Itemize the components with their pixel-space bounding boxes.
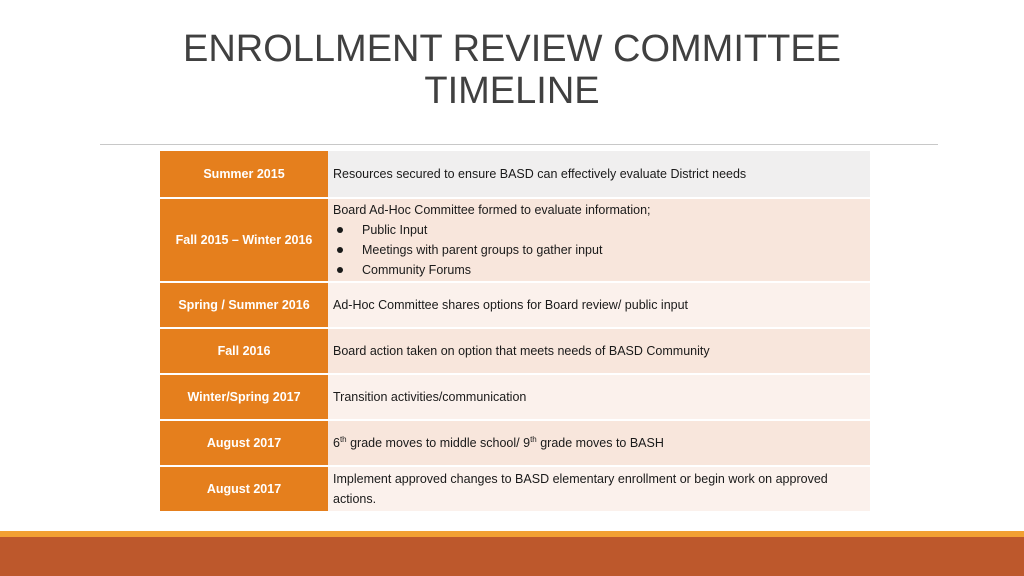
slide-title-line-2: TIMELINE: [424, 70, 600, 112]
description-end: grade moves to BASH: [536, 436, 664, 450]
title-divider: [100, 144, 938, 145]
timeline-period: Fall 2015 – Winter 2016: [160, 199, 328, 281]
timeline-description: [328, 421, 870, 465]
timeline-description-intro: Board Ad-Hoc Committee formed to evaluate information;: [333, 203, 651, 217]
timeline-description: [328, 199, 870, 281]
timeline-bullet-list: [333, 220, 864, 280]
grade-number: 6: [333, 436, 340, 450]
timeline-row: [160, 283, 870, 327]
timeline-period: August 2017: [160, 467, 328, 511]
timeline-description: Board action taken on option that meets needs of BASD Community: [328, 329, 870, 373]
bullet-text: Public Input: [362, 223, 428, 237]
timeline-period: Winter/Spring 2017: [160, 375, 328, 419]
timeline-description: Ad-Hoc Committee shares options for Board review/ public input: [328, 283, 870, 327]
description-middle: grade moves to middle school/: [346, 436, 524, 450]
bullet-icon: [337, 247, 343, 253]
timeline-row: [160, 421, 870, 465]
timeline-description: Implement approved changes to BASD elementary enrollment or begin work on approved actions.: [328, 467, 870, 511]
bullet-item: [333, 260, 864, 280]
timeline-row: [160, 199, 870, 281]
timeline-period: Summer 2015: [160, 151, 328, 197]
bullet-text: Community Forums: [362, 263, 472, 277]
bullet-icon: [337, 267, 343, 273]
timeline-period: Fall 2016: [160, 329, 328, 373]
timeline-row: [160, 151, 870, 197]
timeline-table: [160, 151, 870, 513]
slide-title-line-1: ENROLLMENT REVIEW COMMITTEE: [182, 28, 842, 70]
timeline-row: [160, 467, 870, 511]
timeline-period: Spring / Summer 2016: [160, 283, 328, 327]
ordinal-suffix: th: [339, 434, 347, 444]
timeline-description: Resources secured to ensure BASD can effectively evaluate District needs: [328, 151, 870, 197]
ordinal-suffix: th: [530, 434, 537, 444]
timeline-description-text: [333, 433, 864, 453]
slide-title: [0, 28, 1024, 112]
bullet-icon: [337, 227, 343, 233]
timeline-row: [160, 375, 870, 419]
bullet-item: [333, 240, 864, 260]
timeline-row: [160, 329, 870, 373]
grade-number: 9: [523, 436, 531, 450]
bullet-text: Meetings with parent groups to gather input: [362, 243, 603, 257]
timeline-period: August 2017: [160, 421, 328, 465]
footer-bar: [0, 537, 1024, 576]
bullet-item: [333, 220, 864, 240]
timeline-description: Transition activities/communication: [328, 375, 870, 419]
